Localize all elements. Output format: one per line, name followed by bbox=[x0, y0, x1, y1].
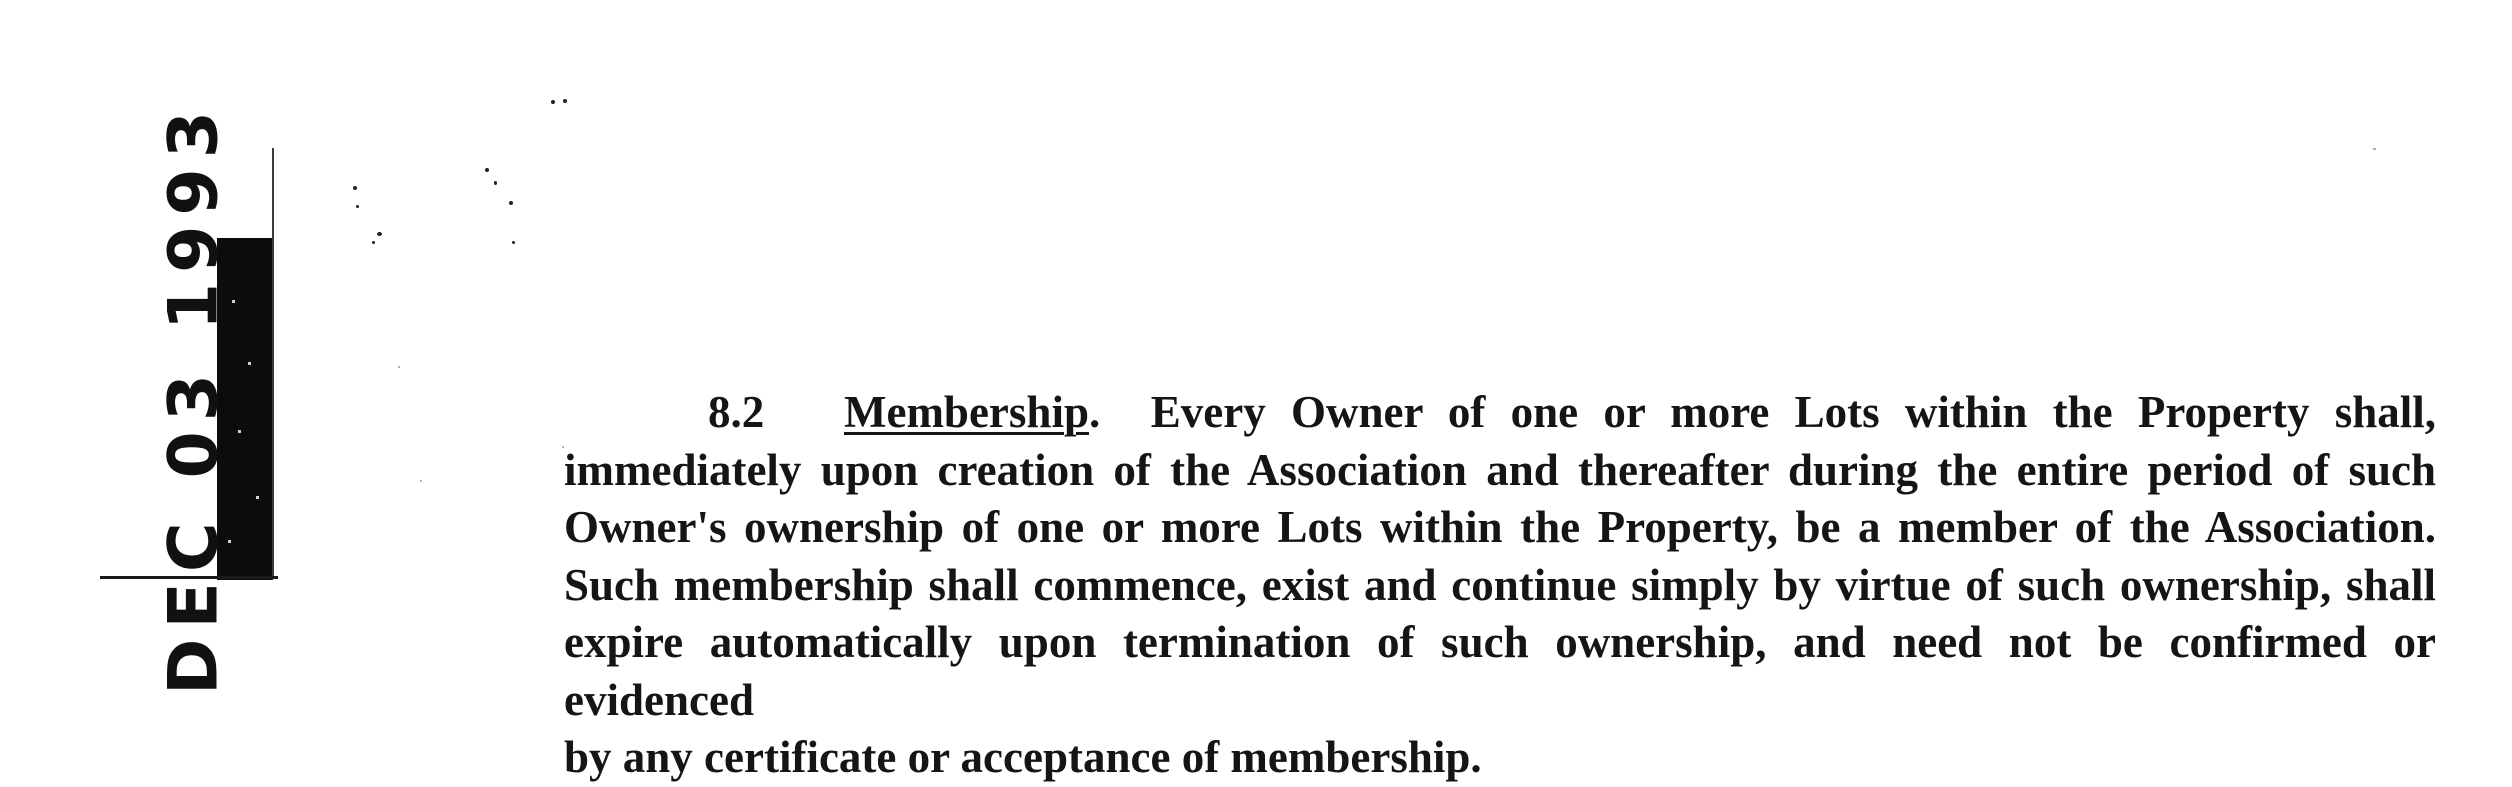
paragraph-line-6: by any certificate or acceptance of membership. bbox=[564, 732, 1482, 782]
paragraph-line-5: expire automatically upon termination of such ownership, and need not be confirmed or evidenced bbox=[564, 617, 2436, 725]
stamp-speck bbox=[238, 430, 241, 433]
scan-speck bbox=[356, 205, 359, 208]
scan-speck bbox=[377, 232, 382, 236]
scan-speck bbox=[353, 186, 357, 190]
stamp-speck bbox=[256, 496, 259, 499]
paragraph-line-2: immediately upon creation of the Association and thereafter during the entire period of such bbox=[564, 444, 2436, 495]
scan-speck bbox=[512, 241, 515, 244]
scan-speck bbox=[420, 480, 422, 482]
section-heading: Membership bbox=[844, 387, 1089, 437]
scan-speck bbox=[372, 241, 375, 244]
stamp-date: DEC 03 1993 bbox=[154, 100, 234, 696]
scan-speck bbox=[2373, 148, 2376, 150]
section-paragraph bbox=[564, 384, 2436, 787]
scan-speck bbox=[485, 168, 489, 172]
scan-speck bbox=[551, 100, 555, 104]
paragraph-text: Every Owner of one or more Lots within the Property shall, bbox=[1150, 387, 2437, 437]
section-heading-punct: . bbox=[1088, 387, 1101, 437]
stamp-speck bbox=[248, 362, 251, 365]
paragraph-line-4: Such membership shall commence, exist and continue simply by virtue of such ownership, shall bbox=[564, 559, 2436, 610]
paragraph-line-1 bbox=[564, 384, 2436, 442]
scan-speck bbox=[494, 181, 497, 185]
paragraph-line-3: Owner's ownership of one or more Lots within the Property, be a member of the Association. bbox=[564, 502, 2436, 552]
stamp-vertical-rule bbox=[272, 148, 274, 578]
scan-speck bbox=[398, 366, 400, 368]
scan-speck bbox=[563, 99, 567, 103]
section-number: 8.2 bbox=[708, 387, 765, 437]
scan-speck bbox=[509, 201, 513, 205]
